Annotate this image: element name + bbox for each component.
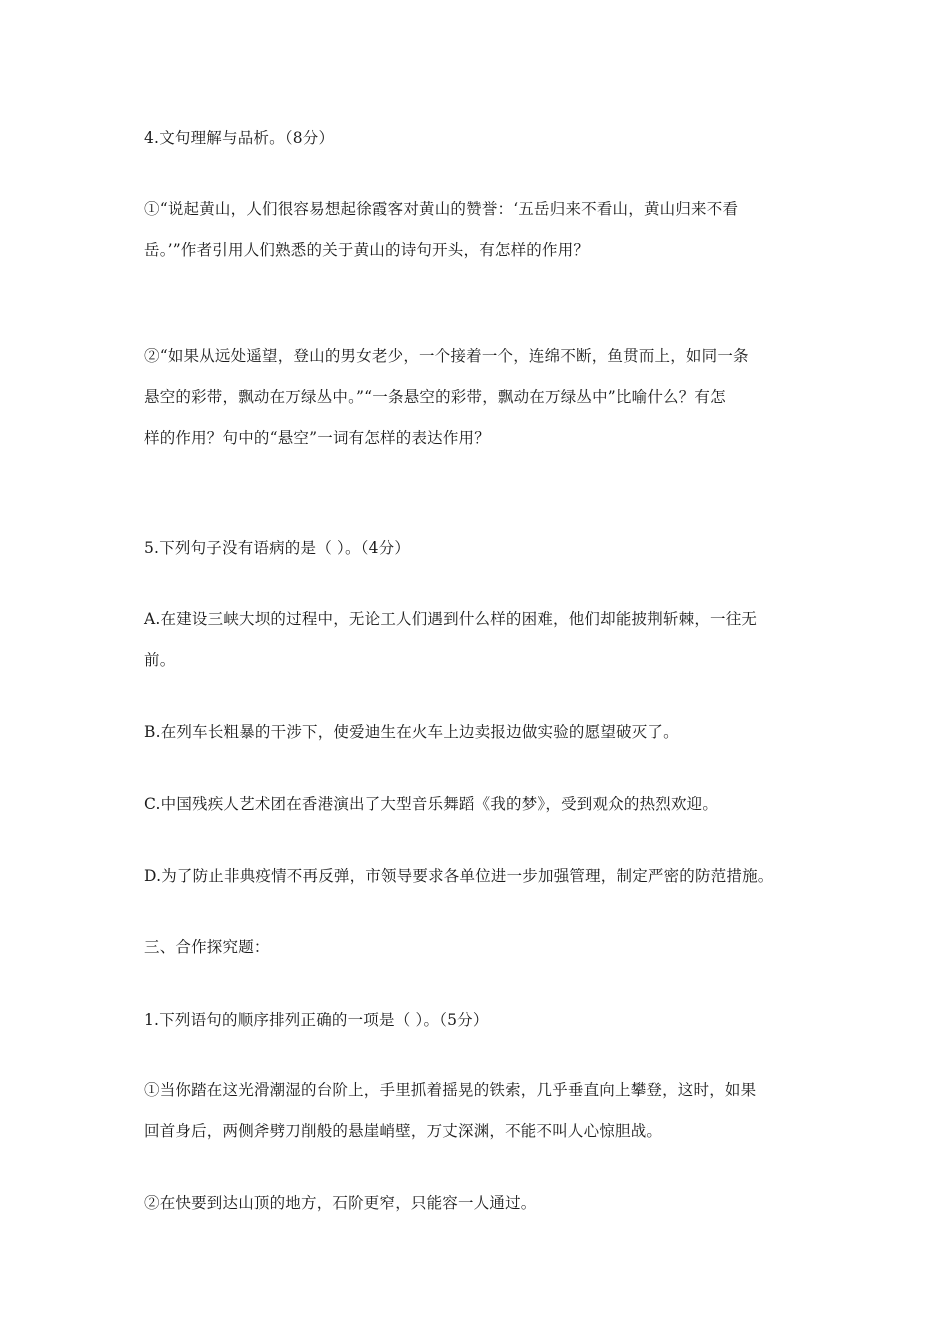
q4-item1-line1: ①“说起黄山，人们很容易想起徐霞客对黄山的赞誉：‘五岳归来不看山，黄山归来不看 [144, 200, 739, 218]
s3-q1-item1-line2: 回首身后，两侧斧劈刀削般的悬崖峭壁，万丈深渊，不能不叫人心惊胆战。 [144, 1122, 663, 1140]
q4-item1-line2: 岳。’”作者引用人们熟悉的关于黄山的诗句开头，有怎样的作用？ [144, 241, 590, 259]
q5-option-a-line2: 前。 [144, 651, 176, 669]
q4-title: 4.文句理解与品析。（8分） [144, 129, 335, 147]
q5-option-b: B.在列车长粗暴的干涉下，使爱迪生在火车上边卖报边做实验的愿望破灭了。 [144, 723, 679, 741]
s3-q1-item1-line1: ①当你踏在这光滑潮湿的台阶上，手里抓着摇晃的铁索，几乎垂直向上攀登，这时，如果 [144, 1081, 757, 1099]
s3-q1-item2: ②在快要到达山顶的地方，石阶更窄，只能容一人通过。 [144, 1194, 537, 1212]
q4-item2-line1: ②“如果从远处遥望，登山的男女老少，一个接着一个，连绵不断，鱼贯而上，如同一条 [144, 347, 749, 365]
q5-option-d: D.为了防止非典疫情不再反弹，市领导要求各单位进一步加强管理，制定严密的防范措施。 [144, 867, 774, 885]
q5-option-a-line1: A.在建设三峡大坝的过程中，无论工人们遇到什么样的困难，他们却能披荆斩棘，一往无 [144, 610, 758, 628]
q5-title: 5.下列句子没有语病的是（ ）。（4分） [144, 539, 411, 557]
section3-heading: 三、合作探究题： [144, 938, 270, 956]
q4-item2-line3: 样的作用？句中的“悬空”一词有怎样的表达作用？ [144, 429, 490, 447]
q4-item2-line2: 悬空的彩带，飘动在万绿丛中。”“一条悬空的彩带，飘动在万绿丛中”比喻什么？有怎 [144, 388, 726, 406]
q5-option-c: C.中国残疾人艺术团在香港演出了大型音乐舞蹈《我的梦》，受到观众的热烈欢迎。 [144, 795, 719, 813]
s3-q1-title: 1.下列语句的顺序排列正确的一项是（ ）。（5分） [144, 1011, 489, 1029]
